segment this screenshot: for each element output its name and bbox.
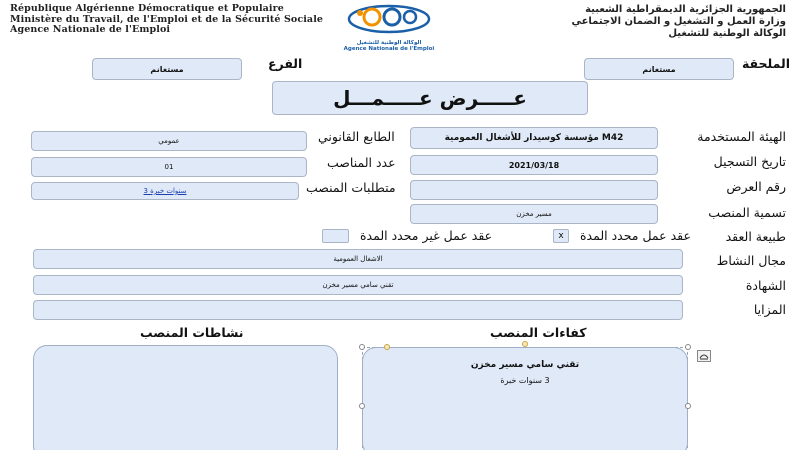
header-ar-line-2: وزارة العمل و التشغيل و الضمان الاجتماعي xyxy=(571,16,786,27)
requirements-label: متطلبات المنصب xyxy=(306,180,396,195)
resize-handle-right[interactable] xyxy=(685,403,691,409)
resize-handle-tl[interactable] xyxy=(359,344,365,350)
requirements-field[interactable] xyxy=(31,182,299,200)
registration-date-label: تاريخ التسجيل xyxy=(713,154,786,169)
employer-field[interactable]: مؤسسة كوسيدار للأشغال العمومية M42 xyxy=(410,127,658,149)
activity-field[interactable]: الاشغال العمومية xyxy=(33,249,683,269)
header-fr-line-2: Ministère du Travail, de l'Emploi et de la Sécurité Sociale xyxy=(10,13,324,25)
annex-label: الملحقة xyxy=(741,56,790,71)
header-ar-line-3: الوكالة الوطنية للتشغيل xyxy=(668,28,786,39)
job-title-label: تسمية المنصب xyxy=(708,205,786,220)
skills-panel[interactable] xyxy=(362,347,688,450)
skills-line-2: 3 سنوات خبرة xyxy=(500,376,550,385)
positions-count-label: عدد المناصب xyxy=(327,155,396,170)
logo-caption xyxy=(334,40,444,52)
agency-logo-icon xyxy=(334,3,444,41)
agency-logo xyxy=(334,3,444,52)
activities-section-title: نشاطات المنصب xyxy=(140,325,244,340)
employer-label: الهيئة المستخدمة xyxy=(697,129,786,144)
contract-open-checkbox[interactable] xyxy=(322,229,349,243)
job-title-field[interactable]: مسير مخزن xyxy=(410,204,658,224)
wrap-text-icon xyxy=(699,352,709,360)
logo-caption-fr: Agence Nationale de l'Emploi xyxy=(343,46,435,52)
requirements-link[interactable]: 3 سنوات خبرة xyxy=(143,187,187,195)
skills-line-1: تقني سامي مسير مخزن xyxy=(470,360,580,370)
contract-open-label: عقد عمل غير محدد المدة xyxy=(360,228,493,243)
logo-caption-ar: الوكالة الوطنية للتشغيل xyxy=(356,40,422,46)
degree-field[interactable]: تقني سامي مسير مخزن xyxy=(33,275,683,295)
contract-fixed-label: عقد عمل محدد المدة xyxy=(580,228,691,243)
header-arabic xyxy=(571,4,786,40)
benefits-field[interactable] xyxy=(33,300,683,320)
offer-number-label: رقم العرض xyxy=(726,179,786,194)
layout-options-icon[interactable] xyxy=(697,350,711,362)
header-fr-line-1: République Algérienne Démocratique et Populaire xyxy=(10,3,284,14)
header-fr-line-3: Agence Nationale de l'Emploi xyxy=(10,24,171,35)
resize-handle-left[interactable] xyxy=(359,403,365,409)
activities-panel[interactable] xyxy=(33,345,338,450)
job-offer-title: عـــــرض عـــــمـــل xyxy=(272,81,588,115)
legal-nature-label: الطابع القانوني xyxy=(318,129,395,144)
degree-label: الشهادة xyxy=(745,278,786,293)
contract-type-label: طبيعة العقد xyxy=(725,229,786,244)
skills-section-title: كفاءات المنصب xyxy=(490,325,587,340)
registration-date-field[interactable]: 2021/03/18 xyxy=(410,155,658,175)
annex-field[interactable]: مستغانم xyxy=(584,58,734,80)
branch-field[interactable]: مستغانم xyxy=(92,58,242,80)
positions-count-field[interactable]: 01 xyxy=(31,157,307,177)
legal-nature-field[interactable]: عمومي xyxy=(31,131,307,151)
header-french xyxy=(10,4,323,36)
header-ar-line-1: الجمهورية الجزائرية الديمقراطية الشعبية xyxy=(585,4,786,15)
benefits-label: المزايا xyxy=(753,302,786,317)
resize-handle-top[interactable] xyxy=(522,341,528,347)
offer-number-field[interactable] xyxy=(410,180,658,200)
contract-fixed-checkbox[interactable]: x xyxy=(553,229,569,243)
activity-label: مجال النشاط xyxy=(716,253,786,268)
adjust-handle[interactable] xyxy=(384,344,390,350)
resize-handle-tr[interactable] xyxy=(685,344,691,350)
branch-label: الفرع xyxy=(268,56,303,71)
